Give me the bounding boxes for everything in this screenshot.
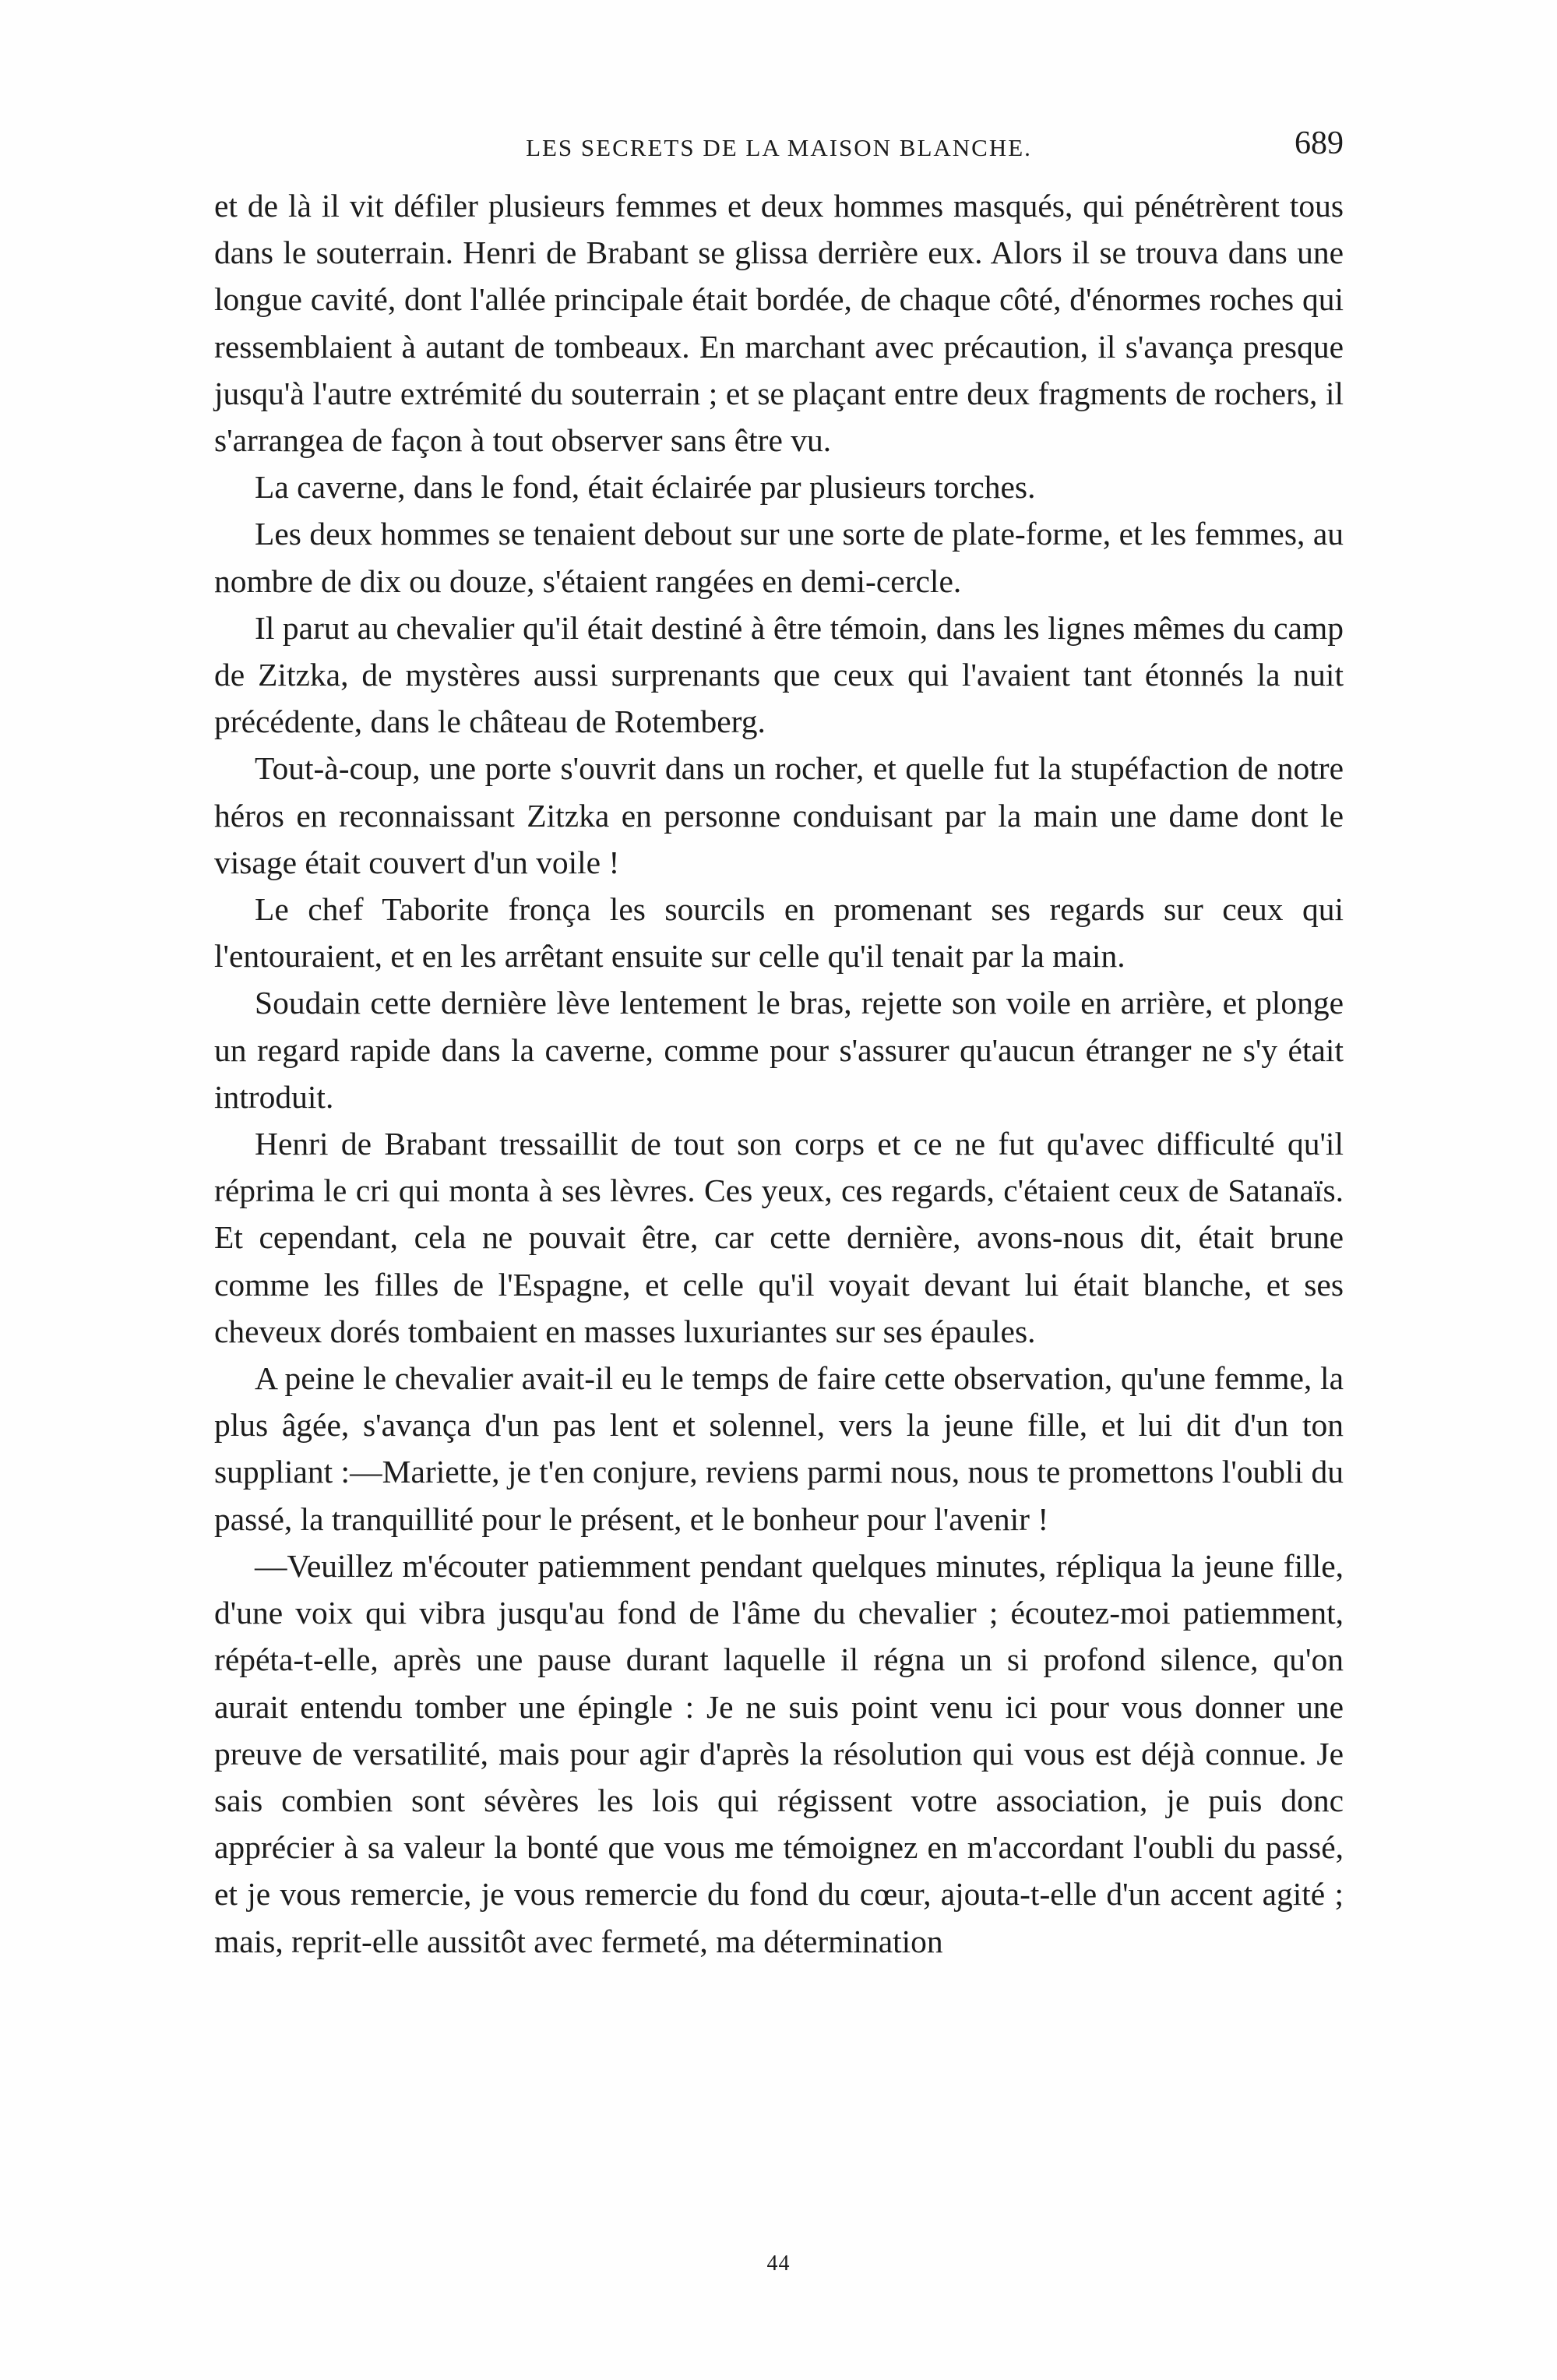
paragraph: —Veuillez m'écouter patiemment pendant quelques minutes, répliqua la jeune fille, d'une voix qui vibra jusqu'au fond de l'âme du chevalier ; écoutez-moi patiemment, répéta-t-elle, après une pause durant laquelle il régna un si profond silence, qu'on aurait entendu tomber une épingle : Je ne suis point venu ici pour vous donner une preuve de versatilité, mais pour agir d'après la résolution qui vous est déjà connue. Je sais combien sont sévères les lois qui régissent votre association, je puis donc apprécier à sa valeur la bonté que vous me témoignez en m'accordant l'oubli du passé, et je vous remercie, je vous remercie du fond du cœur, ajouta-t-elle d'un accent agité ; mais, reprit-elle aussitôt avec fermeté, ma détermination (214, 1547, 1344, 1959)
running-title: LES SECRETS DE LA MAISON BLANCHE. (526, 134, 1032, 161)
signature-mark: 44 (766, 2251, 791, 2276)
paragraph: Les deux hommes se tenaient debout sur une sorte de plate-forme, et les femmes, au nombre de dix ou douze, s'étaient rangées en demi-cercle. (214, 516, 1344, 599)
paragraph: et de là il vit défiler plusieurs femmes et deux hommes masqués, qui pénétrèrent tous dans le souterrain. Henri de Brabant se glissa derrière eux. Alors il se trouva dans une longue cavité, dont l'allée principale était bordée, de chaque côté, d'énormes roches qui ressemblaient à autant de tombeaux. En marchant avec précaution, il s'avança presque jusqu'à l'autre extrémité du souterrain ; et se plaçant entre deux fragments de rochers, il s'arrangea de façon à tout observer sans être vu. (214, 188, 1344, 459)
paragraph: Il parut au chevalier qu'il était destiné à être témoin, dans les lignes mêmes du camp de Zitzka, de mystères aussi surprenants que ceux qui l'avaient tant étonnés la nuit précédente, dans le château de Rotemberg. (214, 609, 1344, 740)
paragraph: Tout-à-coup, une porte s'ouvrit dans un rocher, et quelle fut la stupéfaction de notre héros en reconnaissant Zitzka en personne conduisant par la main une dame dont le visage était couvert d'un voile ! (214, 750, 1344, 880)
page-number: 689 (1295, 125, 1344, 161)
paragraph: A peine le chevalier avait-il eu le temps de faire cette observation, qu'une femme, la plus âgée, s'avança d'un pas lent et solennel, vers la jeune fille, et lui dit d'un ton suppliant :—Mariette, je t'en conjure, reviens parmi nous, nous te promettons l'oubli du passé, la tranquillité pour le présent, et le bonheur pour l'avenir ! (214, 1360, 1344, 1537)
paragraph: Henri de Brabant tressaillit de tout son corps et ce ne fut qu'avec difficulté qu'il réprima le cri qui monta à ses lèvres. Ces yeux, ces regards, c'étaient ceux de Satanaïs. Et cependant, cela ne pouvait être, car cette dernière, avons-nous dit, était brune comme les filles de l'Espagne, et celle qu'il voyait devant lui était blanche, et ses cheveux dorés tombaient en masses luxuriantes sur ses épaules. (214, 1126, 1344, 1349)
paragraph: Soudain cette dernière lève lentement le bras, rejette son voile en arrière, et plonge un regard rapide dans la caverne, comme pour s'assurer qu'aucun étranger ne s'y était introduit. (214, 985, 1344, 1115)
paragraph: La caverne, dans le fond, était éclairée par plusieurs torches. (255, 469, 1036, 506)
running-head (214, 125, 1344, 171)
paragraph: Le chef Taborite fronça les sourcils en promenant ses regards sur ceux qui l'entouraient, et en les arrêtant ensuite sur celle qu'il tenait par la main. (214, 891, 1344, 975)
body-text (214, 182, 1344, 1965)
